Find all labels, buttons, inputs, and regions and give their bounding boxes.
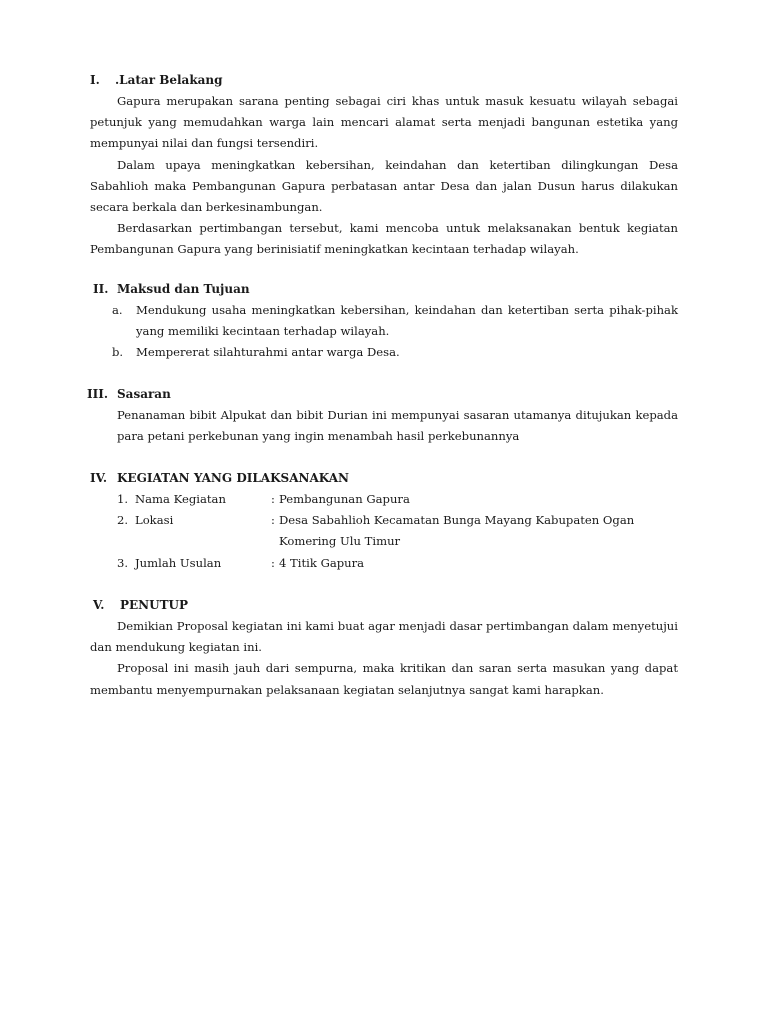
section-heading — [90, 70, 678, 91]
row-colon: : — [271, 555, 275, 570]
paragraph: Dalam upaya meningkatkan kebersihan, keindahan dan ketertiban dilingkungan Desa Sabahlioh maka Pembangunan Gapura perbatasan antar Desa dan jalan Dusun harus dilakukan secara berkala dan berkesinambungan. — [90, 157, 678, 215]
row-colon: : — [271, 492, 275, 506]
paragraph: Berdasarkan pertimbangan tersebut, kami mencoba untuk melaksanakan bentuk kegiatan Pembangunan Gapura yang berinisiatif meningkatkan kecintaan terhadap wilayah. — [90, 221, 678, 257]
section-title: Maksud dan Tujuan — [117, 282, 250, 296]
list-item-text: Mempererat silahturahmi antar warga Desa. — [136, 345, 400, 360]
row-number: 3. — [117, 555, 129, 570]
row-key: Jumlah Usulan — [135, 555, 222, 570]
list-item — [90, 342, 678, 363]
section-number: II. — [93, 282, 109, 296]
section-number: IV. — [90, 471, 108, 485]
list-item-label: a. — [112, 303, 123, 317]
row-value: Pembangunan Gapura — [279, 492, 410, 506]
row-colon: : — [271, 513, 275, 528]
row-value: 4 Titik Gapura — [279, 555, 365, 570]
section-title: PENUTUP — [120, 598, 189, 612]
section-penutup — [90, 595, 678, 701]
section-title: .Latar Belakang — [115, 73, 223, 87]
section-sasaran — [87, 384, 678, 447]
paragraph: Penanaman bibit Alpukat dan bibit Durian ini mempunyai sasaran utamanya ditujukan kepada para petani perkebunan yang ingin menambah hasil perkebunannya — [117, 408, 678, 444]
section-heading — [90, 279, 678, 300]
section-number: III. — [87, 387, 109, 401]
section-kegiatan — [90, 468, 678, 574]
row-value: Desa Sabahlioh Kecamatan Bunga Mayang Kabupaten Ogan Komering Ulu Timur — [279, 513, 635, 549]
section-number: V. — [93, 598, 105, 612]
row-key: Lokasi — [135, 513, 174, 528]
list-item-label: b. — [112, 345, 124, 360]
row-number: 1. — [117, 492, 129, 506]
section-maksud-tujuan — [90, 279, 678, 364]
activity-row — [90, 510, 678, 552]
row-number: 2. — [117, 513, 129, 528]
section-heading — [90, 595, 678, 616]
list-item-text: Mendukung usaha meningkatkan kebersihan, keindahan dan ketertiban serta pihak-pihak yang memiliki kecintaan terhadap wilayah. — [136, 303, 678, 339]
section-heading — [87, 384, 678, 405]
section-latar-belakang — [90, 70, 678, 261]
section-number: I. — [90, 73, 100, 87]
section-heading — [90, 468, 678, 489]
section-title: KEGIATAN YANG DILAKSANAKAN — [117, 471, 350, 485]
activity-row — [90, 489, 678, 510]
row-key: Nama Kegiatan — [135, 492, 226, 506]
paragraph: Demikian Proposal kegiatan ini kami buat agar menjadi dasar pertimbangan dalam menyetujui dan mendukung kegiatan ini. — [90, 619, 678, 655]
paragraph: Proposal ini masih jauh dari sempurna, maka kritikan dan saran serta masukan yang dapat membantu menyempurnakan pelaksanaan kegiatan selanjutnya sangat kami harapkan. — [90, 661, 678, 697]
activity-row — [90, 553, 678, 574]
paragraph: Gapura merupakan sarana penting sebagai ciri khas untuk masuk kesuatu wilayah sebagai petunjuk yang memudahkan warga lain mencari alamat serta menjadi bangunan estetika yang mempunyai nilai dan fungsi tersendiri. — [90, 94, 678, 151]
list-item — [90, 300, 678, 342]
section-title: Sasaran — [117, 387, 171, 401]
